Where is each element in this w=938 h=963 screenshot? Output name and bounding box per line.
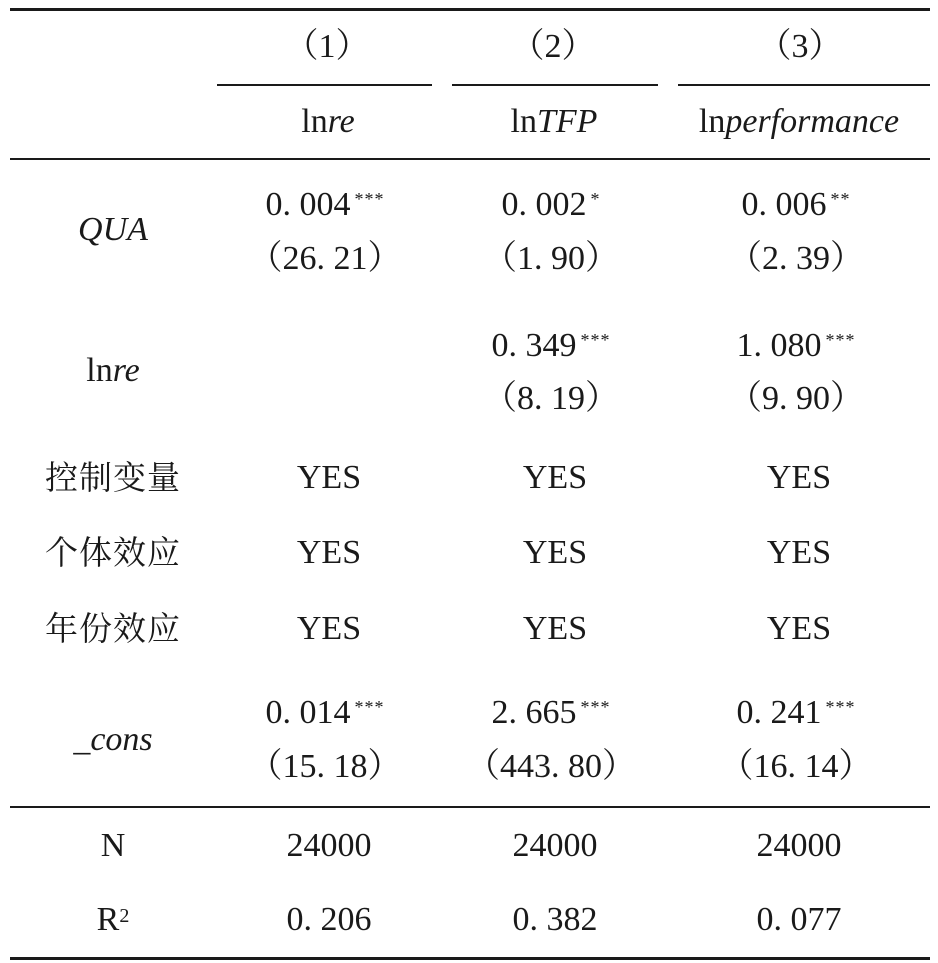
dep-var-1-name: re: [327, 103, 355, 140]
cons-coef-3: [737, 693, 856, 733]
individual-cell-2: YES: [522, 534, 588, 571]
controls-cell-1: YES: [296, 459, 362, 496]
row-label-r2: [97, 900, 130, 940]
lnre-t-3: （9. 90）: [728, 380, 864, 417]
individual-cell-3: YES: [766, 534, 832, 571]
row-label-qua: QUA: [78, 211, 148, 248]
row-label-lnre-var: re: [112, 352, 140, 389]
qua-t-2: （1. 90）: [483, 240, 619, 277]
row-label-controls: 控制变量: [45, 458, 181, 497]
qua-coef-1-value: 0. 004: [265, 186, 351, 223]
year-cell-1: YES: [296, 610, 362, 647]
cons-t-1: （15. 18）: [248, 748, 402, 785]
row-label-r2-base: R: [96, 901, 120, 938]
column-1-underline: [217, 84, 432, 86]
dep-var-1: [301, 102, 355, 142]
lnre-t-2: （8. 19）: [483, 380, 619, 417]
qua-coef-2: [502, 185, 601, 225]
r2-cell-1: 0. 206: [286, 901, 372, 938]
row-label-individual: 个体效应: [45, 533, 181, 572]
individual-cell-1: YES: [296, 534, 362, 571]
r2-cell-3: 0. 077: [756, 901, 842, 938]
lnre-coef-2-value: 0. 349: [491, 327, 577, 364]
dep-var-2-name: TFP: [537, 103, 598, 140]
year-cell-3: YES: [766, 610, 832, 647]
year-cell-2: YES: [522, 610, 588, 647]
qua-coef-3-stars: **: [830, 189, 851, 209]
stats-rule: [10, 806, 930, 808]
dep-var-3-name: performance: [725, 103, 900, 140]
n-cell-3: 24000: [756, 827, 842, 864]
qua-t-1: （26. 21）: [248, 240, 402, 277]
top-rule: [10, 8, 930, 11]
column-number-2: （2）: [510, 28, 596, 65]
row-label-year: 年份效应: [45, 609, 181, 648]
cons-coef-2-value: 2. 665: [491, 694, 577, 731]
qua-coef-1: [266, 185, 385, 225]
row-label-lnre-prefix: ln: [86, 352, 113, 389]
cons-coef-3-stars: ***: [825, 697, 856, 717]
qua-coef-2-stars: *: [590, 189, 601, 209]
cons-coef-2: [492, 693, 611, 733]
lnre-coef-3-value: 1. 080: [736, 327, 822, 364]
lnre-coef-3-stars: ***: [825, 330, 856, 350]
dep-var-2-prefix: ln: [510, 103, 537, 140]
qua-t-3: （2. 39）: [728, 240, 864, 277]
header-rule: [10, 158, 930, 160]
cons-t-3: （16. 14）: [719, 748, 873, 785]
lnre-coef-2: [492, 326, 611, 366]
cons-coef-3-value: 0. 241: [736, 694, 822, 731]
controls-cell-3: YES: [766, 459, 832, 496]
n-cell-2: 24000: [512, 827, 598, 864]
column-3-underline: [678, 84, 930, 86]
row-label-r2-sup: 2: [119, 905, 130, 927]
n-cell-1: 24000: [286, 827, 372, 864]
qua-coef-3: [742, 185, 851, 225]
cons-coef-1-stars: ***: [354, 697, 385, 717]
lnre-coef-3: [737, 326, 856, 366]
cons-coef-1: [266, 693, 385, 733]
lnre-coef-2-stars: ***: [580, 330, 611, 350]
qua-coef-1-stars: ***: [354, 189, 385, 209]
controls-cell-2: YES: [522, 459, 588, 496]
column-2-underline: [452, 84, 658, 86]
dep-var-3-prefix: ln: [698, 103, 726, 140]
cons-coef-1-value: 0. 014: [265, 694, 351, 731]
row-label-n: N: [100, 827, 126, 864]
row-label-cons: _cons: [73, 721, 153, 758]
dep-var-1-prefix: ln: [301, 103, 328, 140]
dep-var-3: [699, 102, 899, 142]
cons-t-2: （443. 80）: [466, 748, 636, 785]
row-label-lnre: [86, 351, 140, 391]
qua-coef-3-value: 0. 006: [741, 186, 827, 223]
dep-var-2: [511, 102, 598, 142]
bottom-rule: [10, 957, 930, 960]
cons-coef-2-stars: ***: [580, 697, 611, 717]
r2-cell-2: 0. 382: [512, 901, 598, 938]
column-number-3: （3）: [757, 28, 843, 65]
column-number-1: （1）: [284, 28, 370, 65]
qua-coef-2-value: 0. 002: [501, 186, 587, 223]
